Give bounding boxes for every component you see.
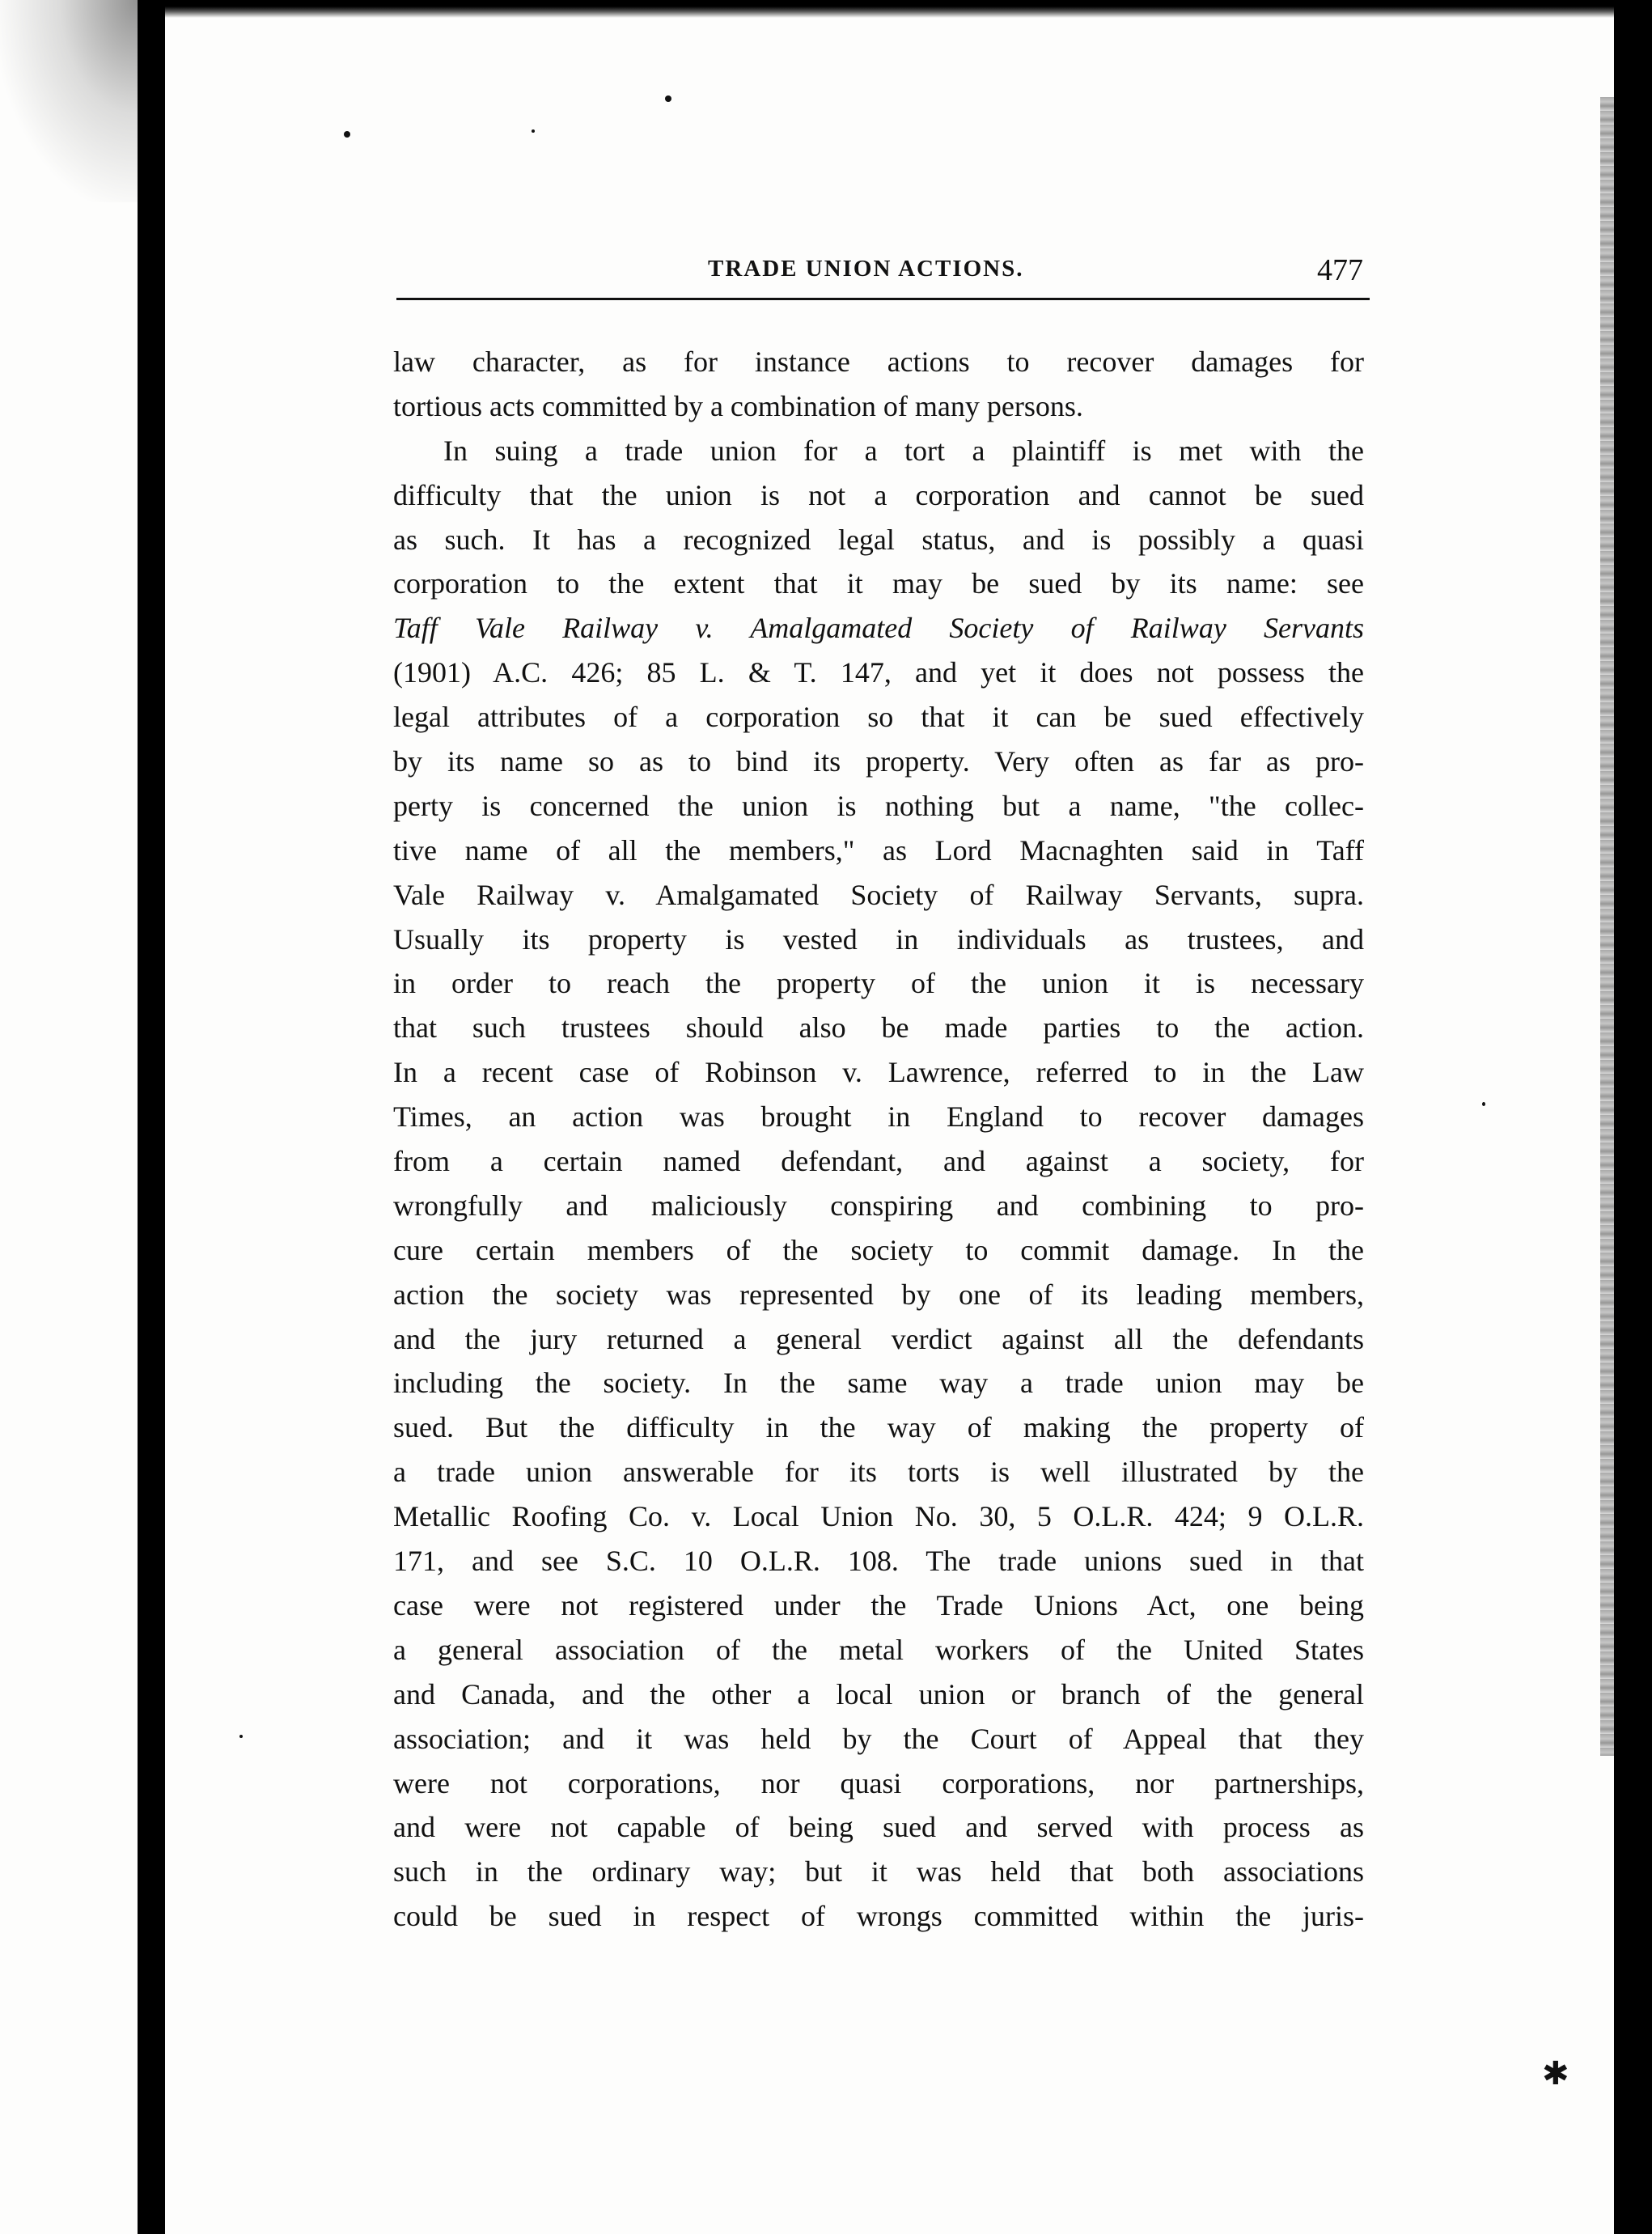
text-line: legal attributes of a corporation so that it can be sued effectively (393, 701, 1364, 734)
text-line: and the jury returned a general verdict against all the defendants (393, 1322, 1364, 1355)
text-line: case were not registered under the Trade Unions Act, one being (393, 1588, 1364, 1621)
text-line: (1901) A.C. 426; 85 L. & T. 147, and yet it does not possess the (393, 656, 1364, 689)
text-line: cure certain members of the society to commit damage. In the (393, 1233, 1364, 1266)
text-line: Times, an action was brought in England to recover damages (393, 1100, 1364, 1134)
text-line: such in the ordinary way; but it was held that both associations (393, 1855, 1364, 1889)
text-line: tive name of all the members," as Lord Macnaghten said in Taff (393, 833, 1364, 867)
text-line: wrongfully and maliciously conspiring and combining to pro- (393, 1189, 1364, 1222)
text-line: law character, as for instance actions to recover damages for (393, 345, 1364, 378)
dust-speck (239, 1735, 243, 1738)
text-line: corporation to the extent that it may be sued by its name: see (393, 567, 1364, 600)
running-header (396, 252, 1370, 293)
text-line: Usually its property is vested in individuals as trustees, and (393, 922, 1364, 956)
scan-border-top (138, 0, 1652, 18)
text-line: Taff Vale Railway v. Amalgamated Society of Railway Servants (393, 612, 1364, 645)
text-line: in order to reach the property of the union it is necessary (393, 967, 1364, 1000)
text-line: Metallic Roofing Co. v. Local Union No. 30, 5 O.L.R. 424; 9 O.L.R. (393, 1500, 1364, 1533)
text-line: by its name so as to bind its property. Very often as far as pro- (393, 745, 1364, 778)
body-text (393, 340, 1364, 1939)
asterisk-mark-icon: ✱ (1542, 2055, 1569, 2092)
dust-speck (344, 131, 350, 138)
text-line: difficulty that the union is not a corporation and cannot be sued (393, 478, 1364, 511)
text-line: 171, and see S.C. 10 O.L.R. 108. The trade unions sued in that (393, 1545, 1364, 1578)
text-line: a trade union answerable for its torts is well illustrated by the (393, 1456, 1364, 1489)
text-line: action the society was represented by one of its leading members, (393, 1278, 1364, 1311)
dust-speck (665, 95, 671, 102)
text-line: as such. It has a recognized legal status, and is possibly a quasi (393, 523, 1364, 556)
text-line: from a certain named defendant, and against a society, for (393, 1145, 1364, 1178)
dust-speck (532, 129, 535, 133)
text-line: that such trustees should also be made parties to the action. (393, 1011, 1364, 1045)
text-line: In suing a trade union for a tort a plaintiff is met with the (443, 434, 1364, 467)
header-rule (396, 298, 1370, 300)
text-line: including the society. In the same way a trade union may be (393, 1367, 1364, 1400)
text-line: and Canada, and the other a local union or branch of the general (393, 1677, 1364, 1710)
text-line: In a recent case of Robinson v. Lawrence, referred to in the Law (393, 1056, 1364, 1089)
text-line: association; and it was held by the Court of Appeal that they (393, 1722, 1364, 1755)
text-line: and were not capable of being sued and served with process as (393, 1811, 1364, 1844)
text-line: tortious acts committed by a combination of many persons. (393, 389, 1083, 422)
scan-border-right (1614, 0, 1652, 2234)
text-line: Vale Railway v. Amalgamated Society of Railway Servants, supra. (393, 878, 1364, 911)
text-line: could be sued in respect of wrongs committed within the juris- (393, 1900, 1364, 1933)
page-number: 477 (1317, 253, 1363, 287)
text-line: a general association of the metal workers of the United States (393, 1633, 1364, 1666)
dust-speck (1482, 1102, 1485, 1106)
text-line: sued. But the difficulty in the way of making the property of (393, 1411, 1364, 1444)
scan-border-left (138, 0, 165, 2234)
scan-shadow (0, 0, 138, 202)
running-title: TRADE UNION ACTIONS. (708, 256, 1024, 282)
text-line: were not corporations, nor quasi corporations, nor partnerships, (393, 1766, 1364, 1799)
text-line: perty is concerned the union is nothing but a name, "the collec- (393, 789, 1364, 822)
